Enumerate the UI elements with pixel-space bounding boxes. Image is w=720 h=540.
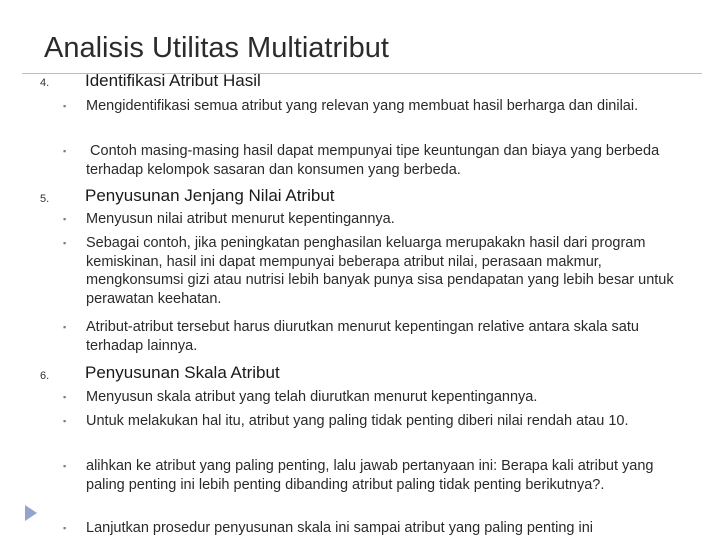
section-number: 4. (40, 77, 50, 89)
section-number: 5. (40, 193, 50, 205)
bullet-marker: ▪ (63, 523, 67, 533)
list-item: Sebagai contoh, jika peningkatan penghasilan keluarga merupakakn hasil dari program kemiskinan, hasil ini dapat mempunyai beberapa atribut nilai, perasaan makmur, mengkonsumsi gizi atau nutrisi lebih banyak punya sisa pendapatan yang lebih besar untuk perawatan keehatan. (86, 235, 674, 307)
list-item: Lanjutkan prosedur penyusunan skala ini sampai atribut yang paling penting ini (86, 520, 594, 536)
bullet-marker: ▪ (63, 238, 67, 248)
list-item: Mengidentifikasi semua atribut yang relevan yang membuat hasil berharga dan dinilai. (86, 98, 639, 114)
bullet-marker: ▪ (63, 214, 67, 224)
section-heading: Penyusunan Jenjang Nilai Atribut (85, 186, 335, 205)
bullet-marker: ▪ (63, 146, 67, 156)
bullet-marker: ▪ (63, 101, 67, 111)
list-item: Atribut-atribut tersebut harus diurutkan menurut kepentingan relative antara skala satu terhadap lainnya. (86, 319, 639, 354)
section-heading: Penyusunan Skala Atribut (85, 363, 280, 382)
play-arrow-icon[interactable] (23, 503, 39, 523)
section-number: 6. (40, 370, 50, 382)
list-item: Untuk melakukan hal itu, atribut yang paling tidak penting diberi nilai rendah atau 10. (86, 413, 629, 429)
list-item: Menyusun skala atribut yang telah diurutkan menurut kepentingannya. (86, 389, 538, 405)
bullet-marker: ▪ (63, 392, 67, 402)
slide-title: Analisis Utilitas Multiatribut (44, 32, 389, 64)
bullet-marker: ▪ (63, 461, 67, 471)
list-item: Menyusun nilai atribut menurut kepentingannya. (86, 211, 395, 227)
list-item: Contoh masing-masing hasil dapat mempunyai tipe keuntungan dan biaya yang berbeda terhadap kelompok sasaran dan konsumen yang berbeda. (86, 143, 664, 178)
list-item: alihkan ke atribut yang paling penting, lalu jawab pertanyaan ini: Berapa kali atribut yang paling penting ini lebih penting dibanding atribut paling tidak penting berikutnya?. (86, 458, 654, 493)
bullet-marker: ▪ (63, 322, 67, 332)
section-heading: Identifikasi Atribut Hasil (85, 71, 261, 90)
bullet-marker: ▪ (63, 416, 67, 426)
